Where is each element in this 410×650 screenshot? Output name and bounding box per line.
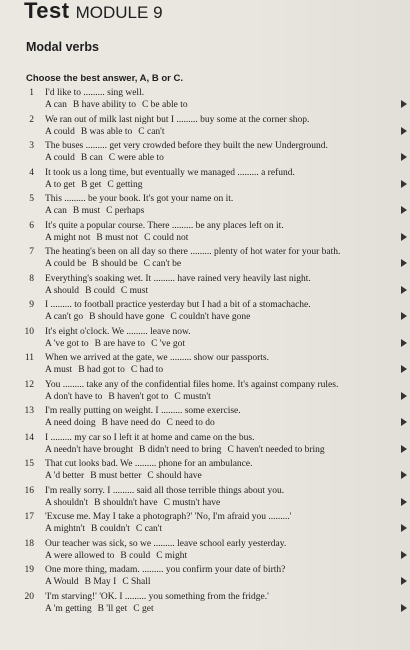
question-number: 12 [24,379,34,390]
question-text: I'm really putting on weight. I ......... some exercise. [45,406,241,416]
question-number: 3 [29,141,34,151]
question-item [0,564,410,591]
option-b[interactable]: B are have to [94,338,146,349]
option-c[interactable]: C 've got [151,338,185,349]
answer-options [45,179,149,191]
question-item [0,405,410,432]
arrow-right-icon [401,312,407,320]
question-text: I ......... my car so I left it at home and came on the bus. [45,432,255,443]
option-c[interactable]: C had to [130,365,164,375]
arrow-right-icon [401,286,407,294]
option-c[interactable]: C Shall [122,577,151,587]
page-header [24,0,163,24]
option-a[interactable]: A mightn't [45,524,85,534]
arrow-right-icon [401,577,407,585]
option-a[interactable]: A could [45,153,75,163]
question-number: 9 [29,300,34,310]
option-a[interactable]: A to get [45,179,76,190]
option-a[interactable]: A could [45,126,75,137]
answer-options [45,311,256,323]
option-c[interactable]: C need to do [166,418,215,428]
answer-options [45,338,191,350]
question-item [0,114,410,141]
question-number: 16 [24,485,34,496]
question-text: It's eight o'clock. We ......... leave now. [45,326,191,337]
question-number: 7 [29,247,34,257]
option-c[interactable]: C could not [144,232,189,243]
question-number: 11 [24,353,34,363]
option-c[interactable]: C should have [147,471,202,481]
question-item [0,485,410,512]
question-item [0,246,410,273]
answer-options [45,444,331,456]
option-a[interactable]: A 'd better [45,471,85,481]
option-b[interactable]: B must better [90,471,142,481]
question-text: You ......... take any of the confidential files home. It's against company rules. [45,379,339,390]
option-c[interactable]: C get [133,603,154,614]
arrow-right-icon [401,551,407,559]
answer-options [45,232,194,244]
option-a[interactable]: A 've got to [45,338,89,349]
option-b[interactable]: B get [81,179,102,190]
option-a[interactable]: A can [45,100,67,110]
option-a[interactable]: A could be [45,259,87,269]
question-number: 1 [29,88,34,98]
option-c[interactable]: C can't be [143,259,182,269]
option-b[interactable]: B May I [84,577,117,587]
answer-options [45,285,154,297]
option-c[interactable]: C must [120,285,149,296]
option-b[interactable]: B didn't need to bring [138,444,222,455]
answer-options [45,99,194,111]
arrow-right-icon [401,180,407,188]
question-number: 14 [24,432,34,443]
option-a[interactable]: A don't have to [45,391,103,402]
answer-options [45,603,160,615]
question-item [0,352,410,379]
option-b[interactable]: B can [80,153,103,163]
question-number: 5 [29,194,34,204]
answer-options [45,152,170,164]
answer-options [45,391,217,403]
answer-options [45,417,221,429]
arrow-right-icon [401,153,407,161]
question-number: 19 [24,565,34,575]
option-c[interactable]: C be able to [141,100,188,110]
section-subtitle: Modal verbs [26,40,99,54]
question-item [0,379,410,406]
arrow-right-icon [401,471,407,479]
option-a[interactable]: A shouldn't [45,497,89,508]
option-c[interactable]: C getting [107,179,143,190]
question-item [0,193,410,220]
question-item [0,591,410,618]
question-number: 13 [24,406,34,416]
question-item [0,220,410,247]
question-text: It's quite a popular course. There ......... be any places left on it. [45,220,284,231]
question-text: I'd like to ......... sing well. [45,88,145,98]
option-a[interactable]: A 'm getting [45,603,92,614]
option-b[interactable]: B haven't got to [108,391,169,402]
question-item [0,87,410,114]
answer-options [45,550,193,562]
option-b[interactable]: B must [72,206,101,216]
arrow-right-icon [401,498,407,506]
option-c[interactable]: C can't [135,524,163,534]
question-text: When we arrived at the gate, we ......... show our passports. [45,353,269,363]
answer-options [45,523,168,535]
option-a[interactable]: A might not [45,232,91,243]
question-text: The buses ......... get very crowded before they built the new Underground. [45,141,328,151]
arrow-right-icon [401,100,407,108]
question-item [0,167,410,194]
question-number: 10 [24,326,34,337]
option-b[interactable]: B could [120,550,151,561]
option-c[interactable]: C can't [138,126,165,137]
question-number: 15 [24,459,34,469]
arrow-right-icon [401,233,407,241]
question-text: It took us a long time, but eventually we managed ......... a refund. [45,167,295,178]
option-b[interactable]: B couldn't [90,524,130,534]
option-a[interactable]: A can't go [45,312,84,322]
module-title: MODULE 9 [75,3,163,22]
option-a[interactable]: A needn't have brought [45,444,133,455]
option-b[interactable]: B must not [96,232,139,243]
test-title: Test [24,0,70,23]
option-a[interactable]: A need doing [45,418,96,428]
question-number: 8 [29,273,34,284]
answer-options [45,258,187,270]
instructions: Choose the best answer, A, B or C. [26,73,183,84]
question-text: Our teacher was sick, so we ......... leave school early yesterday. [45,538,287,549]
question-number: 20 [24,591,34,602]
question-number: 4 [29,167,34,178]
arrow-right-icon [401,392,407,400]
option-a[interactable]: A were allowed to [45,550,115,561]
arrow-right-icon [401,604,407,612]
option-b[interactable]: B have need do [101,418,161,428]
question-text: The heating's been on all day so there ......... plenty of hot water for your bath. [45,247,341,257]
option-a[interactable]: A can [45,206,67,216]
answer-options [45,470,208,482]
option-a[interactable]: A Would [45,577,79,587]
arrow-right-icon [401,445,407,453]
question-item [0,432,410,459]
question-text: That cut looks bad. We ......... phone for an ambulance. [45,459,253,469]
option-c[interactable]: C perhaps [106,206,145,216]
option-c[interactable]: C haven't needed to bring [227,444,325,455]
option-b[interactable]: B shouldn't have [94,497,158,508]
option-b[interactable]: B have ability to [72,100,136,110]
option-b[interactable]: B had got to [78,365,125,375]
question-text: 'Excuse me. May I take a photograph?' 'No, I'm afraid you .........' [45,512,292,522]
answer-options [45,205,150,217]
option-a[interactable]: A must [45,365,73,375]
question-text: We ran out of milk last night but I ......... buy some at the corner shop. [45,114,310,125]
answer-options [45,497,226,509]
arrow-right-icon [401,206,407,214]
option-b[interactable]: B 'll get [97,603,128,614]
question-text: I ......... to football practice yesterday but I had a bit of a stomachache. [45,300,311,310]
question-text: One more thing, madam. ......... you confirm your date of birth? [45,565,286,575]
option-a[interactable]: A should [45,285,80,296]
question-item [0,326,410,353]
option-b[interactable]: B should be [92,259,138,269]
option-b[interactable]: B was able to [80,126,133,137]
question-list [0,87,410,617]
question-text: I'm really sorry. I ......... said all those terrible things about you. [45,485,285,496]
option-c[interactable]: C couldn't have gone [170,312,251,322]
arrow-right-icon [401,365,407,373]
option-c[interactable]: C mustn't have [163,497,221,508]
arrow-right-icon [401,127,407,135]
arrow-right-icon [401,339,407,347]
option-c[interactable]: C were able to [108,153,164,163]
arrow-right-icon [401,259,407,267]
question-item [0,538,410,565]
answer-options [45,576,157,588]
arrow-right-icon [401,418,407,426]
question-item [0,273,410,300]
question-number: 2 [29,114,34,125]
question-item [0,458,410,485]
answer-options [45,364,169,376]
option-c[interactable]: C mustn't [174,391,211,402]
question-text: Everything's soaking wet. It ......... have rained very heavily last night. [45,273,311,284]
question-item [0,299,410,326]
arrow-right-icon [401,524,407,532]
option-b[interactable]: B could [85,285,115,296]
question-text: This ......... be your book. It's got your name on it. [45,194,234,204]
option-c[interactable]: C might [156,550,188,561]
question-item [0,511,410,538]
question-number: 17 [24,512,34,522]
question-number: 6 [29,220,34,231]
option-b[interactable]: B should have gone [89,312,165,322]
answer-options [45,126,171,138]
question-item [0,140,410,167]
question-number: 18 [24,538,34,549]
question-text: 'I'm starving!' 'OK. I ......... you something from the fridge.' [45,591,269,602]
